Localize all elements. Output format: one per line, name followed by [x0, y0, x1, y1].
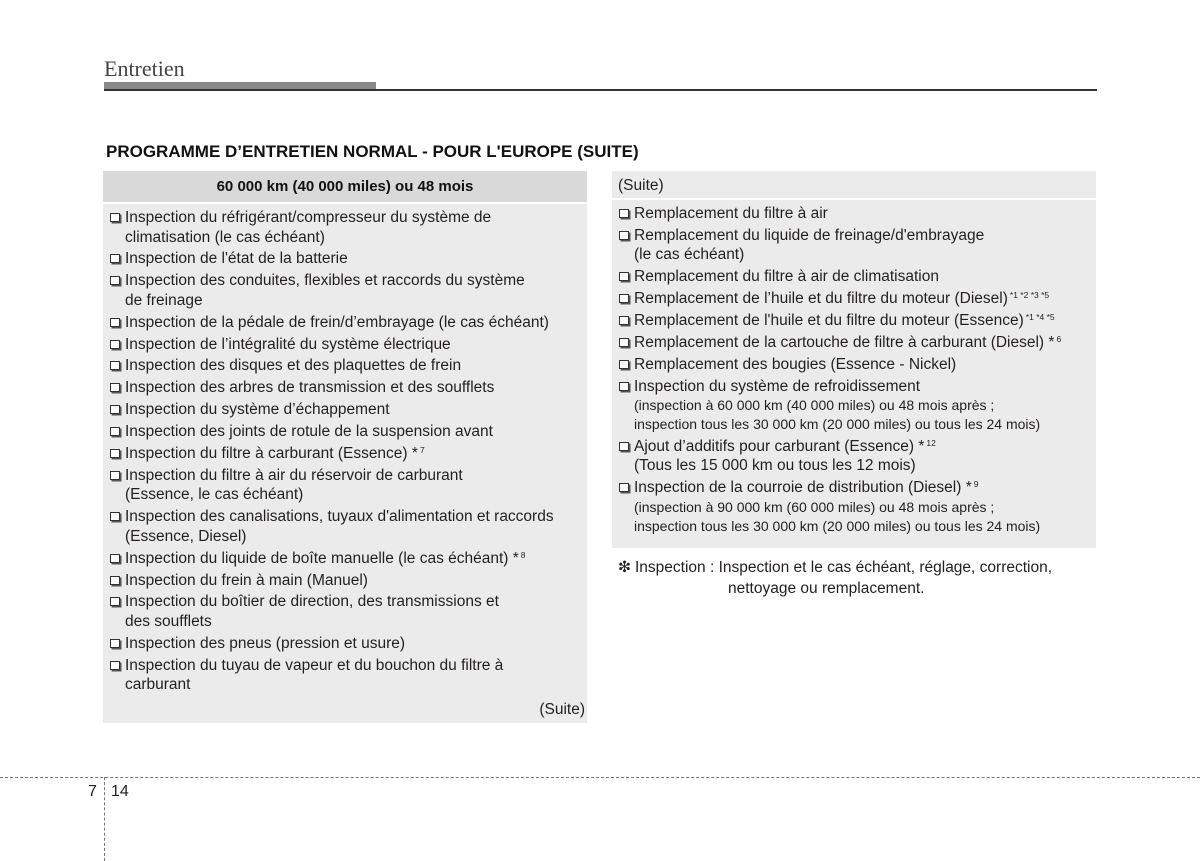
- checkbox-icon: [619, 316, 629, 325]
- right-checklist: [612, 200, 1096, 536]
- footnote-ref: 7: [419, 445, 425, 456]
- item-line: Inspection de l'état de la batterie: [125, 250, 348, 268]
- footnote-line-2: nettoyage ou remplacement.: [728, 580, 925, 597]
- checkbox-icon: [619, 382, 629, 391]
- checklist-item-text: [125, 378, 583, 398]
- checklist-item: [109, 422, 583, 442]
- item-note: inspection tous les 30 000 km (20 000 miles) ou tous les 24 mois): [634, 416, 1041, 433]
- checklist-item: [109, 208, 583, 247]
- checkbox-icon: [619, 338, 629, 347]
- checkbox-icon: [619, 231, 629, 240]
- item-line: Remplacement des bougies (Essence - Nickel): [634, 355, 957, 373]
- checklist-item: [109, 335, 583, 355]
- footer-dashed-divider: [104, 777, 105, 861]
- checklist-item: [109, 549, 583, 569]
- checkbox-icon: [619, 360, 629, 369]
- continued-top-label: (Suite): [612, 171, 1096, 200]
- item-line: climatisation (le cas échéant): [125, 228, 325, 246]
- item-line: Inspection du filtre à air du réservoir de carburant: [125, 466, 463, 484]
- item-line: Inspection de la courroie de distribution (Diesel) * $^9$: [634, 479, 979, 497]
- header-rule: [104, 89, 1097, 91]
- checklist-item: [109, 466, 583, 505]
- checklist-item-text: [634, 267, 1094, 287]
- checkbox-icon: [110, 512, 120, 521]
- item-note: (inspection à 90 000 km (60 000 miles) ou 48 mois après ;: [634, 498, 995, 515]
- checkbox-icon: [110, 576, 120, 585]
- checklist-item: [618, 355, 1094, 375]
- checklist-item-text: [634, 437, 1094, 476]
- checklist-item: [618, 311, 1094, 331]
- checkbox-icon: [110, 661, 120, 670]
- left-checklist: [103, 204, 587, 695]
- checklist-item-text: [634, 355, 1094, 375]
- footnote-symbol: ❇: [618, 559, 631, 576]
- checklist-item-text: [125, 444, 583, 464]
- checklist-item: [109, 356, 583, 376]
- checkbox-icon: [110, 361, 120, 370]
- item-line: Inspection du système d’échappement: [125, 401, 390, 419]
- chapter-title: Entretien: [104, 56, 185, 81]
- checkbox-icon: [110, 276, 120, 285]
- footnote-ref: 9: [973, 479, 979, 490]
- checklist-item-text: [125, 313, 583, 333]
- checklist-item: [109, 313, 583, 333]
- page-chapter-number: 7: [88, 783, 97, 800]
- checklist-item-text: [125, 466, 583, 505]
- checklist-item: [618, 267, 1094, 287]
- checklist-item-text: [125, 400, 583, 420]
- item-line: (le cas échéant): [634, 246, 745, 264]
- footnote: [618, 557, 1098, 599]
- checkbox-icon: [619, 294, 629, 303]
- checklist-item: [618, 226, 1094, 265]
- checklist-item-text: [634, 377, 1094, 435]
- footnote-ref: *1 *2 *3 *5: [1009, 290, 1050, 301]
- item-line: Remplacement du liquide de freinage/d'embrayage: [634, 226, 985, 244]
- section-heading: PROGRAMME D’ENTRETIEN NORMAL - POUR L'EUROPE (SUITE): [106, 142, 639, 161]
- checklist-item-text: [125, 208, 583, 247]
- checklist-item-text: [125, 271, 583, 310]
- checkbox-icon: [110, 254, 120, 263]
- checklist-item-text: [125, 249, 583, 269]
- item-line: Inspection du boîtier de direction, des transmissions et: [125, 593, 499, 611]
- footnote-line-1: Inspection : Inspection et le cas échéant, réglage, correction,: [635, 559, 1053, 576]
- footnote-ref: 8: [520, 549, 526, 560]
- checklist-item-text: [634, 311, 1094, 331]
- checklist-item: [618, 289, 1094, 309]
- item-line: Remplacement de l’huile et du filtre du moteur (Diesel) $^{*1 *2 *3 *5}$: [634, 290, 1050, 308]
- checklist-item: [109, 656, 583, 695]
- interval-header: 60 000 km (40 000 miles) ou 48 mois: [103, 171, 587, 204]
- checklist-item: [109, 249, 583, 269]
- item-line: Inspection de l’intégralité du système électrique: [125, 335, 451, 353]
- checklist-item-text: [125, 592, 583, 631]
- checkbox-icon: [110, 449, 120, 458]
- footnote-ref: 12: [926, 437, 936, 448]
- item-line: Remplacement du filtre à air: [634, 205, 828, 222]
- item-line: Inspection des arbres de transmission et des soufflets: [125, 379, 495, 397]
- item-line: Inspection du liquide de boîte manuelle (le cas échéant) * $^8$: [125, 549, 526, 567]
- checkbox-icon: [619, 209, 629, 218]
- checklist-item-text: [125, 335, 583, 355]
- checklist-item: [109, 507, 583, 546]
- checklist-item-text: [634, 289, 1094, 309]
- item-line: Inspection de la pédale de frein/d’embrayage (le cas échéant): [125, 313, 549, 331]
- checkbox-icon: [110, 554, 120, 563]
- item-note: (inspection à 60 000 km (40 000 miles) ou 48 mois après ;: [634, 397, 995, 414]
- checkbox-icon: [110, 597, 120, 606]
- item-line: carburant: [125, 676, 191, 694]
- checklist-item: [109, 571, 583, 591]
- item-note: inspection tous les 30 000 km (20 000 miles) ou tous les 24 mois): [634, 517, 1041, 534]
- checklist-item: [109, 378, 583, 398]
- item-line: Inspection des canalisations, tuyaux d'alimentation et raccords: [125, 508, 554, 526]
- checklist-item: [618, 204, 1094, 224]
- checkbox-icon: [110, 471, 120, 480]
- item-line: Inspection du système de refroidissement: [634, 377, 921, 395]
- item-line: Inspection du frein à main (Manuel): [125, 571, 368, 589]
- checklist-item-text: [125, 571, 583, 591]
- item-extra-line: (Tous les 15 000 km ou tous les 12 mois): [634, 457, 916, 475]
- item-line: Inspection du filtre à carburant (Essence) * $^7$: [125, 445, 425, 463]
- checklist-item: [618, 437, 1094, 476]
- checklist-item-text: [634, 333, 1094, 353]
- item-line: Remplacement du filtre à air de climatisation: [634, 268, 939, 286]
- checklist-item: [618, 377, 1094, 435]
- checklist-item: [109, 271, 583, 310]
- item-line: (Essence, le cas échéant): [125, 486, 304, 504]
- checkbox-icon: [110, 383, 120, 392]
- checklist-item: [109, 400, 583, 420]
- footer-dashed-rule: [0, 777, 1200, 778]
- checklist-item: [109, 592, 583, 631]
- item-line: Ajout d’additifs pour carburant (Essence) * $^{12}$: [634, 437, 936, 455]
- checkbox-icon: [110, 340, 120, 349]
- maintenance-panel-right: [612, 171, 1096, 548]
- item-line: (Essence, Diesel): [125, 527, 247, 545]
- checklist-item-text: [634, 204, 1094, 224]
- checkbox-icon: [619, 442, 629, 451]
- item-line: Inspection du tuyau de vapeur et du bouchon du filtre à: [125, 656, 504, 674]
- checkbox-icon: [110, 318, 120, 327]
- footnote-ref: 6: [1056, 333, 1062, 344]
- item-line: Remplacement de la cartouche de filtre à carburant (Diesel) * $^6$: [634, 333, 1062, 351]
- checkbox-icon: [110, 427, 120, 436]
- item-line: Inspection des pneus (pression et usure): [125, 634, 406, 652]
- checklist-item-text: [125, 422, 583, 442]
- item-line: de freinage: [125, 291, 203, 309]
- checklist-item-text: [125, 656, 583, 695]
- checkbox-icon: [619, 483, 629, 492]
- page-number: 14: [111, 783, 129, 800]
- item-line: Remplacement de l'huile et du filtre du moteur (Essence) $^{*1 *4 *5}$: [634, 312, 1055, 330]
- item-line: des soufflets: [125, 612, 212, 630]
- checkbox-icon: [110, 213, 120, 222]
- checklist-item-text: [634, 226, 1094, 265]
- checklist-item-text: [125, 634, 583, 654]
- checklist-item: [109, 444, 583, 464]
- item-line: Inspection du réfrigérant/compresseur du système de: [125, 209, 492, 226]
- checkbox-icon: [110, 639, 120, 648]
- checklist-item-text: [125, 549, 583, 569]
- checklist-item: [618, 478, 1094, 536]
- maintenance-panel-left: [103, 171, 587, 723]
- checkbox-icon: [619, 272, 629, 281]
- item-line: Inspection des disques et des plaquettes de frein: [125, 357, 462, 375]
- footnote-ref: *1 *4 *5: [1025, 312, 1055, 323]
- item-line: Inspection des conduites, flexibles et raccords du système: [125, 272, 525, 290]
- checklist-item: [618, 333, 1094, 353]
- checkbox-icon: [110, 405, 120, 414]
- checklist-item-text: [125, 507, 583, 546]
- checklist-item-text: [634, 478, 1094, 536]
- continued-label: (Suite): [539, 701, 585, 718]
- checklist-item-text: [125, 356, 583, 376]
- checklist-item: [109, 634, 583, 654]
- item-line: Inspection des joints de rotule de la suspension avant: [125, 423, 493, 441]
